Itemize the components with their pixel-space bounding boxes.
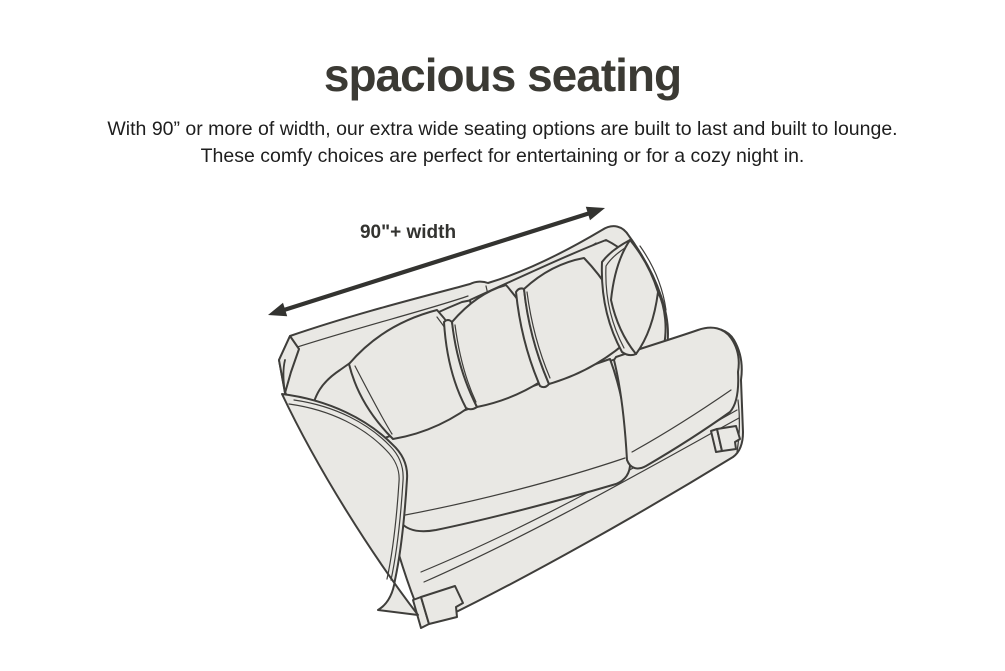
description-line-1: With 90” or more of width, our extra wide seating options are built to last and built to lounge. bbox=[107, 118, 898, 140]
page-title: spacious seating bbox=[323, 49, 682, 101]
dimension-label: 90"+ width bbox=[359, 222, 457, 243]
description-line-2: These comfy choices are perfect for entertaining or for a cozy night in. bbox=[200, 145, 805, 167]
